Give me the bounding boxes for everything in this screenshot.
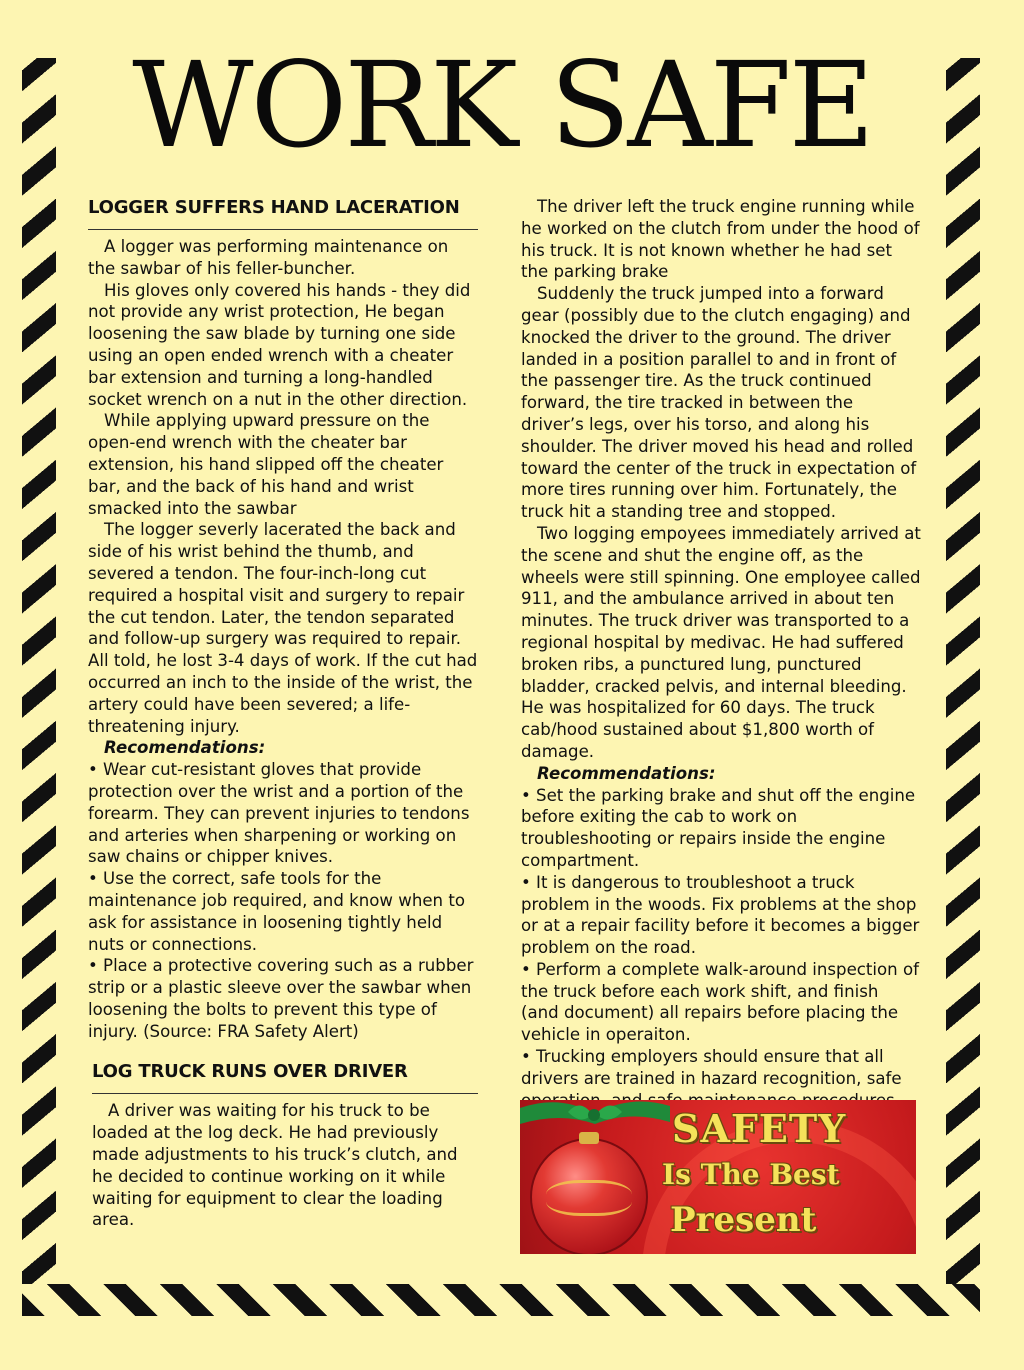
article-paragraph: A driver was waiting for his truck to be loaded at the log deck. He had previously made adjustments to his truck’s clutch, and he decided to continue working on it while waiting for equipment to clear the loading area. (92, 1101, 458, 1230)
recommendations-heading: Recommendations: (537, 763, 716, 783)
hazard-stripe-border-bottom (22, 1284, 980, 1316)
banner-line-safety: SAFETY (672, 1106, 847, 1151)
recommendation-item: • Wear cut-resistant gloves that provide protection over the wrist and a portion of the forearm. They can prevent injuries to tendons and arteries when sharpening or working on saw chains or chipper knives. (88, 760, 470, 867)
article-paragraph: His gloves only covered his hands - they did not provide any wrist protection, He began loosening the saw blade by turning one side using an open ended wrench with a cheater bar extension and turning a long-handled socket wrench on a nut in the other direction. (88, 280, 471, 409)
article-paragraph: Two logging empoyees immediately arrived at the scene and shut the engine off, as the wheels were still spinning. One employee called 911, and the ambulance arrived in about ten minutes. The truck driver was transported to a regional hospital by medivac. He had suffered broken ribs, a punctured lung, punctured bladder, cracked pelvis, and internal bleeding. He was hospitalized for 60 days. The truck cab/hood sustained about $1,800 worth of damage. (521, 523, 921, 761)
article-paragraph: Suddenly the truck jumped into a forward gear (possibly due to the clutch engaging) and knocked the driver to the ground. The driver landed in a position parallel to and in front of the passenger tire. As the truck continued forward, the tire tracked in between the driver’s legs, over his torso, and along his shoulder. The driver moved his head and rolled toward the center of the truck in expectation of more tires running over him. Fortunately, the truck hit a standing tree and stopped. (521, 284, 917, 522)
article-log-truck-start (88, 1060, 478, 1231)
recommendation-item: • Perform a complete walk-around inspection of the truck before each work shift, and finish (and document) all repairs before placing the vehicle in operaiton. (521, 959, 919, 1045)
recommendation-item: • Place a protective covering such as a rubber strip or a plastic sleeve over the sawbar when loosening the bolts to prevent this type of injury. (Source: FRA Safety Alert) (88, 956, 474, 1041)
article-title-hand-laceration: LOGGER SUFFERS HAND LACERATION (88, 197, 460, 218)
recommendations-heading: Recomendations: (104, 738, 266, 758)
banner-line-is-the-best: Is The Best (662, 1158, 840, 1191)
hazard-stripe-border-left (22, 58, 56, 1316)
article-title-log-truck: LOG TRUCK RUNS OVER DRIVER (92, 1061, 408, 1083)
recommendation-item: • Trucking employers should ensure that all drivers are trained in hazard recognition, safe (521, 1047, 902, 1088)
article-paragraph: The logger severly lacerated the back and side of his wrist behind the thumb, and severed a tendon. The four-inch-long cut required a hospital visit and surgery to repair the cut tendon. Later, the tendon separated and follow-up surgery was required to repair. All told, he lost 3-4 days of work. If the cut had occurred an inch to the inside of the wrist, the artery could have been severed; a life-threatening injury. (88, 520, 478, 736)
ornament-pattern (546, 1180, 632, 1216)
safety-present-banner (520, 1100, 916, 1254)
article-paragraph: While applying upward pressure on the open-end wrench with the cheater bar extension, his hand slipped off the cheater bar, and the back of his hand and wrist smacked into the sawbar (88, 411, 444, 518)
divider (88, 229, 478, 230)
article-paragraph: The driver left the truck engine running while he worked on the clutch from under the hood of his truck. It is not known whether he had set the parking brake (521, 197, 920, 282)
article-paragraph: A logger was performing maintenance on the sawbar of his feller-buncher. (88, 237, 449, 278)
recommendation-item: • It is dangerous to troubleshoot a truck problem in the woods. Fix problems at the shop or at a repair facility before it becomes a bigger problem on the road. (521, 872, 920, 958)
divider (92, 1093, 478, 1094)
recommendation-item: • Set the parking brake and shut off the engine before exiting the cab to work on troubleshooting or repairs inside the engine compartment. (521, 785, 916, 870)
page-title: WORK SAFE (132, 36, 872, 174)
recommendation-item: • Use the correct, safe tools for the maintenance job required, and know when to ask for assistance in loosening tightly held nuts or connections. (88, 869, 465, 954)
banner-line-present: Present (670, 1200, 817, 1240)
left-column (88, 196, 478, 1231)
right-column (521, 196, 921, 1133)
hazard-stripe-border-right (946, 58, 980, 1316)
green-bow-icon (520, 1100, 670, 1146)
christmas-ornament-icon (530, 1138, 648, 1254)
